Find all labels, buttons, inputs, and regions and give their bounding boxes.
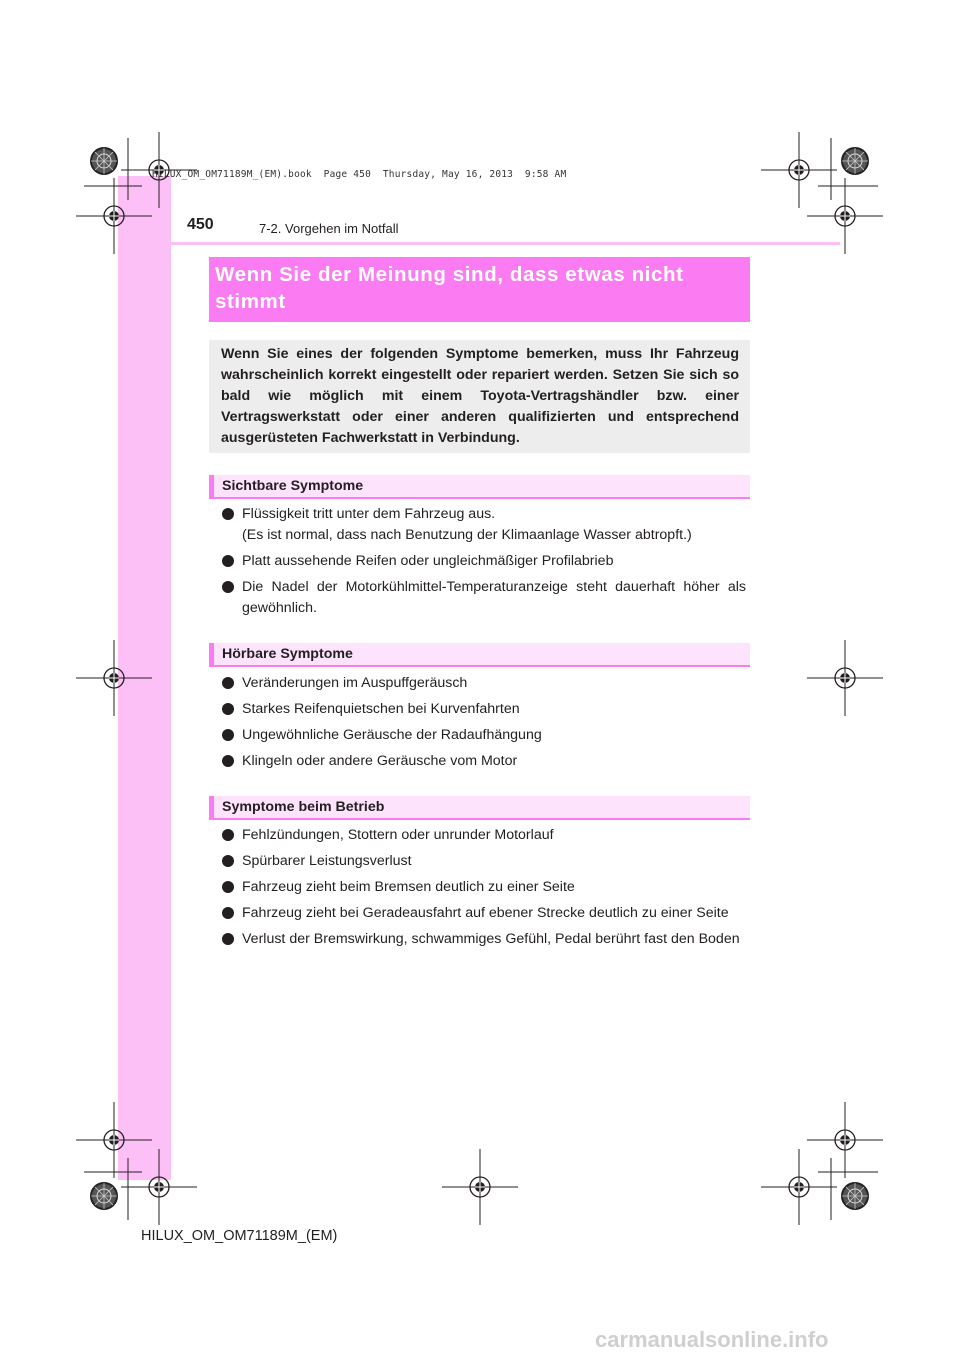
list-item: Fehlzündungen, Stottern oder unrunder Motorlauf: [221, 825, 746, 846]
registration-mark-icon: [76, 178, 152, 254]
list-item: Platt aussehende Reifen oder ungleichmäßiger Profilabrieb: [221, 551, 746, 572]
registration-mark-icon: [761, 132, 837, 208]
list-item: Veränderungen im Auspuffgeräusch: [221, 673, 746, 694]
list-item: Starkes Reifenquietschen bei Kurvenfahrten: [221, 699, 746, 720]
corner-star-icon: [91, 1183, 117, 1209]
corner-star-icon: [842, 148, 868, 174]
list-item: Spürbarer Leistungsverlust: [221, 851, 746, 872]
section-heading-operating-symptoms: Symptome beim Betrieb: [209, 796, 750, 820]
footer-document-code: HILUX_OM_OM71189M_(EM): [141, 1228, 338, 1244]
page-number: 450: [187, 216, 214, 233]
registration-mark-icon: [807, 640, 883, 716]
registration-mark-icon: [76, 640, 152, 716]
watermark: carmanualsonline.info: [595, 1327, 829, 1352]
list-item: Verlust der Bremswirkung, schwammiges Gefühl, Pedal berührt fast den Boden: [221, 929, 746, 950]
section-heading-audible-symptoms: Hörbare Symptome: [209, 643, 750, 667]
section-heading-visible-symptoms: Sichtbare Symptome: [209, 475, 750, 499]
registration-mark-icon: [761, 1149, 837, 1225]
list-item: Fahrzeug zieht beim Bremsen deutlich zu einer Seite: [221, 877, 746, 898]
intro-text: Wenn Sie eines der folgenden Symptome bemerken, muss Ihr Fahrzeug wahrscheinlich korrekt eingestellt oder repariert werden. Setzen Sie sich so bald wie möglich mit einem Toyota-Vertragshändler bzw. einer Vertragswerkstatt oder einer anderen qualifizierten und entsprechend ausgerüsteten Fachwerkstatt in Verbindung.: [221, 346, 739, 446]
list-item: Die Nadel der Motorkühlmittel-Temperaturanzeige steht dauerhaft höher als gewöhnlich.: [221, 577, 746, 619]
registration-mark-icon: [121, 1149, 197, 1225]
registration-mark-icon: [76, 1102, 152, 1178]
list-item: Ungewöhnliche Geräusche der Radaufhängung: [221, 725, 746, 746]
registration-mark-icon: [442, 1149, 518, 1225]
list-item: Fahrzeug zieht bei Geradeausfahrt auf ebener Strecke deutlich zu einer Seite: [221, 903, 746, 924]
page-title-line-1: Wenn Sie der Meinung sind, dass etwas nicht: [215, 263, 684, 286]
list-item-note: (Es ist normal, dass nach Benutzung der Klimaanlage Wasser abtropft.): [242, 527, 692, 543]
registration-mark-icon: [807, 1102, 883, 1178]
registration-mark-icon: [121, 132, 197, 208]
registration-mark-icon: [807, 178, 883, 254]
trim-lines: [84, 138, 878, 1220]
list-item: Klingeln oder andere Geräusche vom Motor: [221, 751, 746, 772]
corner-star-icon: [842, 1183, 868, 1209]
book-file-info: HILUX_OM_OM71189M_(EM).book Page 450 Thursday, May 16, 2013 9:58 AM: [152, 169, 567, 180]
page-title-line-2: stimmt: [215, 290, 286, 313]
section-reference: 7-2. Vorgehen im Notfall: [259, 221, 399, 236]
corner-star-icon: [91, 148, 117, 174]
list-item: Flüssigkeit tritt unter dem Fahrzeug aus. (Es ist normal, dass nach Benutzung der Klimaanlage Wasser abtropft.): [221, 504, 746, 546]
